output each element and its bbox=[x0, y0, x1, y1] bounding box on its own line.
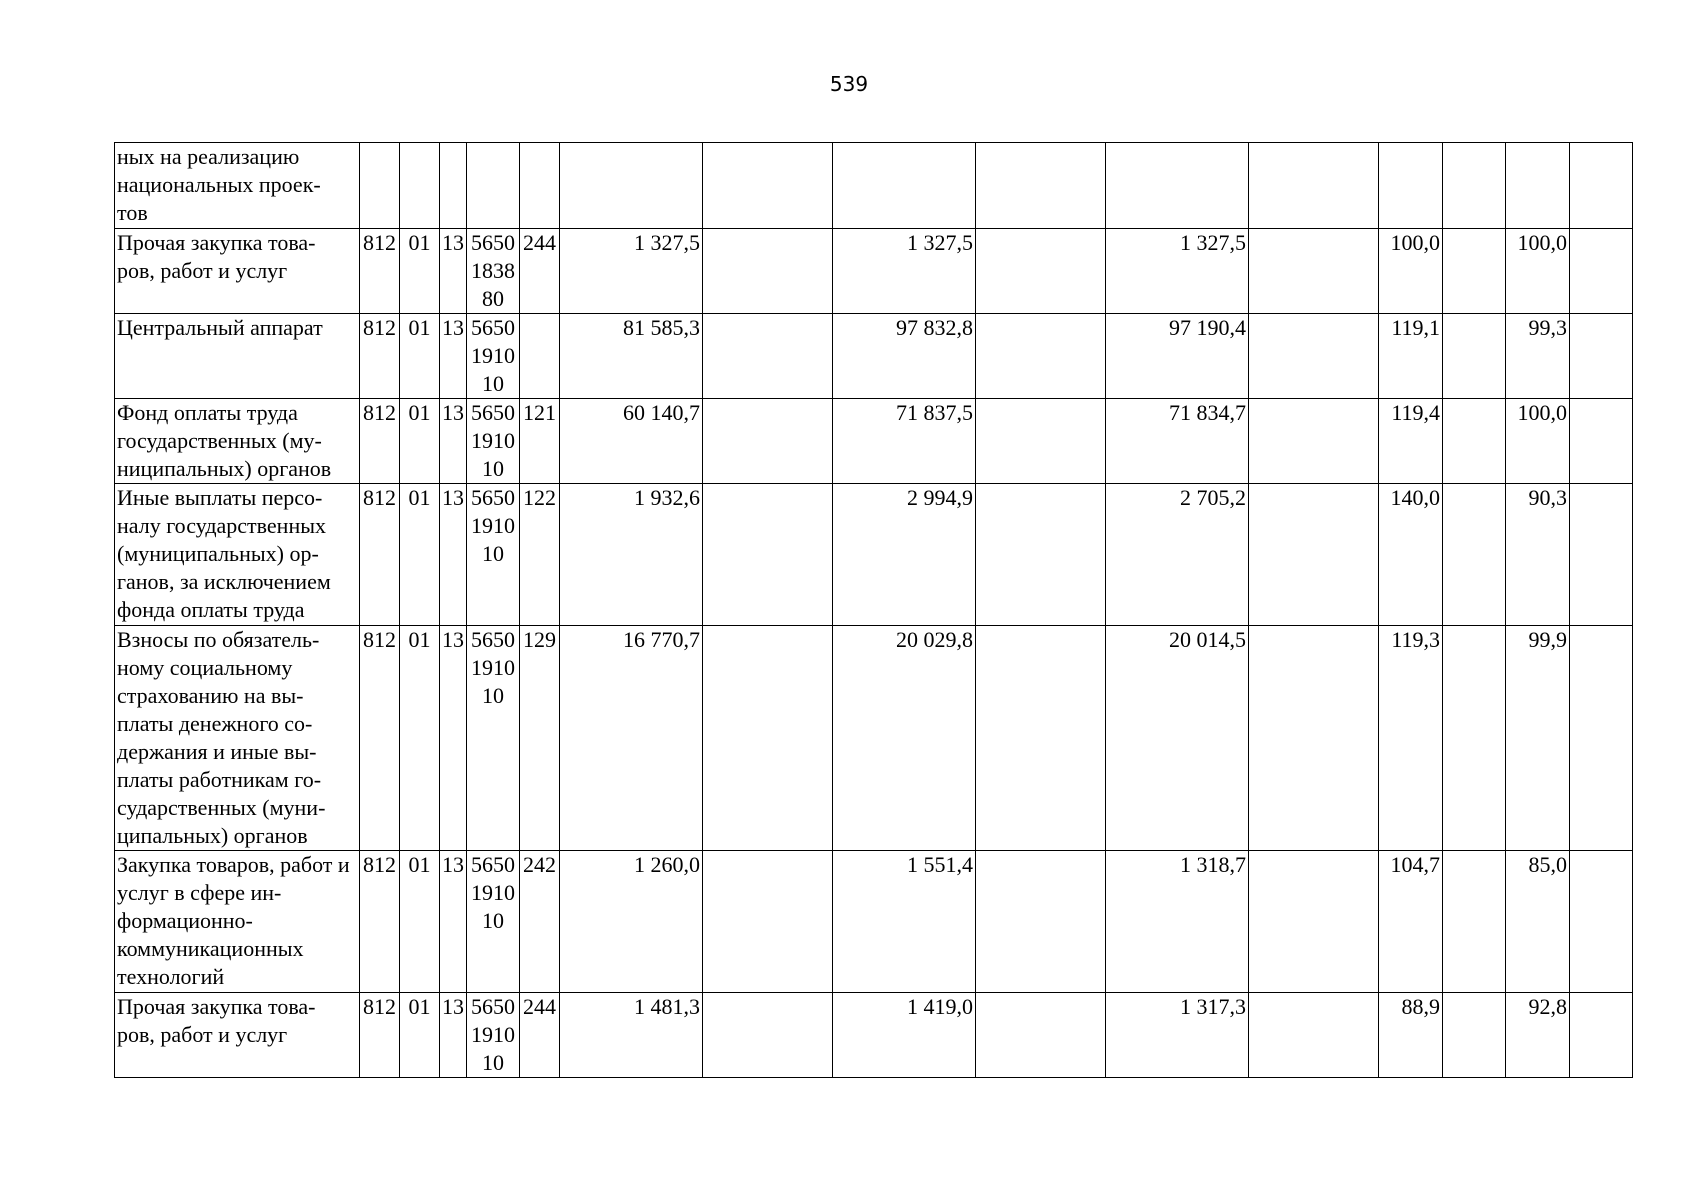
empty-cell bbox=[1249, 314, 1379, 399]
percent-cell-1: 119,4 bbox=[1379, 399, 1443, 484]
value-cell-1: 1 260,0 bbox=[560, 851, 703, 993]
empty-cell bbox=[1570, 484, 1633, 626]
empty-cell bbox=[976, 399, 1106, 484]
empty-cell bbox=[1570, 229, 1633, 314]
value-cell-3 bbox=[1106, 143, 1249, 229]
empty-cell bbox=[1443, 851, 1506, 993]
ministry-code-cell: 812 bbox=[360, 314, 400, 399]
value-cell-2: 20 029,8 bbox=[833, 626, 976, 851]
item-name-cell: Прочая закупка това- ров, работ и услуг bbox=[115, 229, 360, 314]
percent-cell-2: 100,0 bbox=[1506, 399, 1570, 484]
empty-cell bbox=[1249, 993, 1379, 1078]
empty-cell bbox=[1249, 399, 1379, 484]
section-code-cell: 01 bbox=[400, 851, 440, 993]
empty-cell bbox=[703, 143, 833, 229]
expense-type-code-cell bbox=[520, 143, 560, 229]
table-row bbox=[115, 626, 1633, 851]
empty-cell bbox=[976, 229, 1106, 314]
item-name-cell: Взносы по обязатель- ному социальному страхованию на вы- платы денежного со- держания и иные вы- платы работникам го- сударственных (муни- ципальных) органов bbox=[115, 626, 360, 851]
target-article-code-cell: 5650 1910 10 bbox=[467, 851, 520, 993]
empty-cell bbox=[1570, 399, 1633, 484]
value-cell-3: 97 190,4 bbox=[1106, 314, 1249, 399]
empty-cell bbox=[703, 484, 833, 626]
empty-cell bbox=[1443, 314, 1506, 399]
empty-cell bbox=[976, 314, 1106, 399]
percent-cell-2: 99,9 bbox=[1506, 626, 1570, 851]
empty-cell bbox=[1249, 229, 1379, 314]
subsection-code-cell: 13 bbox=[440, 993, 467, 1078]
value-cell-3: 1 318,7 bbox=[1106, 851, 1249, 993]
item-name-cell: Фонд оплаты труда государственных (му- ниципальных) органов bbox=[115, 399, 360, 484]
percent-cell-2: 92,8 bbox=[1506, 993, 1570, 1078]
subsection-code-cell: 13 bbox=[440, 229, 467, 314]
section-code-cell: 01 bbox=[400, 993, 440, 1078]
percent-cell-1: 119,3 bbox=[1379, 626, 1443, 851]
empty-cell bbox=[1443, 143, 1506, 229]
value-cell-2: 2 994,9 bbox=[833, 484, 976, 626]
value-cell-2: 1 551,4 bbox=[833, 851, 976, 993]
percent-cell-1 bbox=[1379, 143, 1443, 229]
value-cell-1: 1 327,5 bbox=[560, 229, 703, 314]
ministry-code-cell bbox=[360, 143, 400, 229]
target-article-code-cell: 5650 1838 80 bbox=[467, 229, 520, 314]
percent-cell-1: 88,9 bbox=[1379, 993, 1443, 1078]
empty-cell bbox=[703, 851, 833, 993]
ministry-code-cell: 812 bbox=[360, 993, 400, 1078]
value-cell-2 bbox=[833, 143, 976, 229]
section-code-cell: 01 bbox=[400, 484, 440, 626]
budget-table bbox=[114, 142, 1633, 1078]
section-code-cell bbox=[400, 143, 440, 229]
ministry-code-cell: 812 bbox=[360, 851, 400, 993]
expense-type-code-cell: 242 bbox=[520, 851, 560, 993]
subsection-code-cell bbox=[440, 143, 467, 229]
expense-type-code-cell bbox=[520, 314, 560, 399]
empty-cell bbox=[1570, 851, 1633, 993]
expense-type-code-cell: 244 bbox=[520, 993, 560, 1078]
empty-cell bbox=[1570, 993, 1633, 1078]
percent-cell-2: 100,0 bbox=[1506, 229, 1570, 314]
empty-cell bbox=[703, 229, 833, 314]
percent-cell-2: 90,3 bbox=[1506, 484, 1570, 626]
percent-cell-2: 85,0 bbox=[1506, 851, 1570, 993]
empty-cell bbox=[1443, 626, 1506, 851]
value-cell-1: 1 932,6 bbox=[560, 484, 703, 626]
item-name-cell: Центральный аппарат bbox=[115, 314, 360, 399]
percent-cell-1: 100,0 bbox=[1379, 229, 1443, 314]
empty-cell bbox=[1443, 229, 1506, 314]
percent-cell-2: 99,3 bbox=[1506, 314, 1570, 399]
value-cell-3: 2 705,2 bbox=[1106, 484, 1249, 626]
item-name-cell: Прочая закупка това- ров, работ и услуг bbox=[115, 993, 360, 1078]
table-row bbox=[115, 484, 1633, 626]
table-row bbox=[115, 993, 1633, 1078]
table-row bbox=[115, 399, 1633, 484]
value-cell-1: 16 770,7 bbox=[560, 626, 703, 851]
expense-type-code-cell: 122 bbox=[520, 484, 560, 626]
subsection-code-cell: 13 bbox=[440, 484, 467, 626]
empty-cell bbox=[1443, 993, 1506, 1078]
value-cell-2: 97 832,8 bbox=[833, 314, 976, 399]
item-name-cell: ных на реализацию национальных проек- тов bbox=[115, 143, 360, 229]
empty-cell bbox=[703, 993, 833, 1078]
value-cell-1: 81 585,3 bbox=[560, 314, 703, 399]
percent-cell-1: 104,7 bbox=[1379, 851, 1443, 993]
target-article-code-cell: 5650 1910 10 bbox=[467, 314, 520, 399]
empty-cell bbox=[1570, 314, 1633, 399]
table-row bbox=[115, 143, 1633, 229]
empty-cell bbox=[976, 143, 1106, 229]
empty-cell bbox=[1570, 626, 1633, 851]
item-name-cell: Закупка товаров, работ и услуг в сфере ин- формационно- коммуникационных технологий bbox=[115, 851, 360, 993]
empty-cell bbox=[703, 399, 833, 484]
section-code-cell: 01 bbox=[400, 229, 440, 314]
table-row bbox=[115, 229, 1633, 314]
empty-cell bbox=[1443, 399, 1506, 484]
target-article-code-cell: 5650 1910 10 bbox=[467, 626, 520, 851]
empty-cell bbox=[1249, 626, 1379, 851]
value-cell-3: 1 327,5 bbox=[1106, 229, 1249, 314]
ministry-code-cell: 812 bbox=[360, 399, 400, 484]
value-cell-1 bbox=[560, 143, 703, 229]
expense-type-code-cell: 129 bbox=[520, 626, 560, 851]
empty-cell bbox=[1443, 484, 1506, 626]
section-code-cell: 01 bbox=[400, 314, 440, 399]
empty-cell bbox=[1249, 484, 1379, 626]
value-cell-1: 60 140,7 bbox=[560, 399, 703, 484]
subsection-code-cell: 13 bbox=[440, 314, 467, 399]
subsection-code-cell: 13 bbox=[440, 851, 467, 993]
empty-cell bbox=[703, 626, 833, 851]
table-row bbox=[115, 314, 1633, 399]
empty-cell bbox=[976, 851, 1106, 993]
percent-cell-1: 140,0 bbox=[1379, 484, 1443, 626]
empty-cell bbox=[976, 484, 1106, 626]
target-article-code-cell: 5650 1910 10 bbox=[467, 993, 520, 1078]
empty-cell bbox=[976, 626, 1106, 851]
value-cell-3: 1 317,3 bbox=[1106, 993, 1249, 1078]
table-row bbox=[115, 851, 1633, 993]
empty-cell bbox=[1249, 851, 1379, 993]
value-cell-3: 71 834,7 bbox=[1106, 399, 1249, 484]
ministry-code-cell: 812 bbox=[360, 484, 400, 626]
percent-cell-2 bbox=[1506, 143, 1570, 229]
empty-cell bbox=[1570, 143, 1633, 229]
section-code-cell: 01 bbox=[400, 399, 440, 484]
section-code-cell: 01 bbox=[400, 626, 440, 851]
expense-type-code-cell: 121 bbox=[520, 399, 560, 484]
target-article-code-cell: 5650 1910 10 bbox=[467, 484, 520, 626]
ministry-code-cell: 812 bbox=[360, 626, 400, 851]
empty-cell bbox=[1249, 143, 1379, 229]
subsection-code-cell: 13 bbox=[440, 399, 467, 484]
value-cell-2: 1 419,0 bbox=[833, 993, 976, 1078]
value-cell-3: 20 014,5 bbox=[1106, 626, 1249, 851]
empty-cell bbox=[976, 993, 1106, 1078]
ministry-code-cell: 812 bbox=[360, 229, 400, 314]
value-cell-1: 1 481,3 bbox=[560, 993, 703, 1078]
subsection-code-cell: 13 bbox=[440, 626, 467, 851]
target-article-code-cell bbox=[467, 143, 520, 229]
value-cell-2: 1 327,5 bbox=[833, 229, 976, 314]
target-article-code-cell: 5650 1910 10 bbox=[467, 399, 520, 484]
value-cell-2: 71 837,5 bbox=[833, 399, 976, 484]
item-name-cell: Иные выплаты персо- налу государственных (муниципальных) ор- ганов, за исключением фонда оплаты труда bbox=[115, 484, 360, 626]
empty-cell bbox=[703, 314, 833, 399]
expense-type-code-cell: 244 bbox=[520, 229, 560, 314]
percent-cell-1: 119,1 bbox=[1379, 314, 1443, 399]
page-number: 539 bbox=[829, 72, 869, 96]
